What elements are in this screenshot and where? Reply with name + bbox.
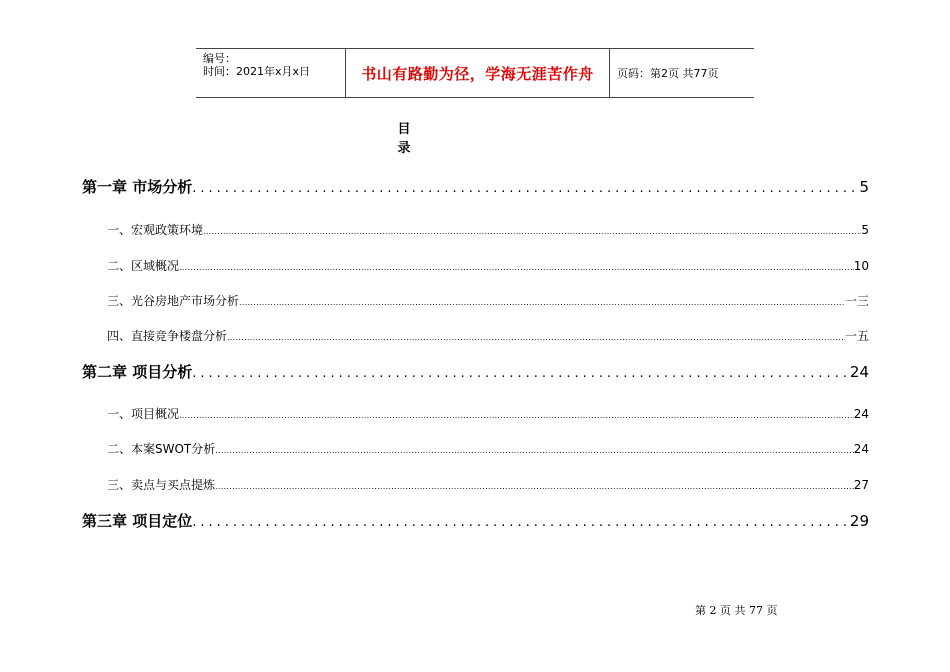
page-footer: 第 2 页 共 77 页 [695,604,778,617]
toc-chapter-2[interactable] [0,361,950,382]
toc-section-1-3[interactable] [0,292,950,309]
toc-leader-dots [192,515,850,530]
toc-chapter-3[interactable] [0,510,950,531]
toc-entry-page: 5 [861,223,869,237]
header-meta-cell [196,49,346,97]
document-header [196,48,754,98]
time-label: 时间：2021年x月x日 [203,65,311,78]
toc-leader-dots [179,263,854,272]
toc-entry-label: 三、光谷房地产市场分析 [107,294,240,308]
toc-entry-page: 10 [853,259,869,273]
toc-leader-dots [227,333,845,342]
toc-entry-page: 5 [859,178,869,196]
toc-entry-label: 一、项目概况 [107,407,180,421]
toc-entry-page: 一五 [844,329,869,343]
toc-entry-page: 24 [853,442,869,456]
toc-entry-page: 29 [849,512,869,530]
toc-entry-label: 二、本案SWOT分析 [107,442,216,456]
toc-chapter-1[interactable] [0,176,950,197]
toc-entry-page: 一三 [844,294,869,308]
toc-entry-page: 27 [853,478,869,492]
toc-leader-dots [239,298,845,307]
toc-leader-dots [192,181,859,196]
toc-entry-page: 24 [853,407,869,421]
toc-leader-dots [215,482,854,491]
toc-section-1-1[interactable] [0,221,950,238]
toc-leader-dots [192,366,850,381]
toc-section-2-3[interactable] [0,476,950,493]
toc-entry-label: 二、区域概况 [107,259,180,273]
toc-entry-label: 四、直接竞争楼盘分析 [107,329,228,343]
header-motto: 书山有路勤为径，学海无涯苦作舟 [346,49,610,97]
toc-entry-label: 第一章 市场分析 [82,178,193,196]
code-label: 编号： [203,52,236,65]
toc-leader-dots [179,411,854,420]
toc-entry-page: 24 [849,363,869,381]
toc-entry-label: 三、卖点与买点提炼 [107,478,216,492]
toc-leader-dots [203,227,861,236]
toc-entry-label: 第二章 项目分析 [82,363,193,381]
toc-entry-label: 第三章 项目定位 [82,512,193,530]
toc-section-2-1[interactable] [0,405,950,422]
toc-title: 目 录 [397,122,423,156]
toc-section-1-2[interactable] [0,257,950,274]
toc-section-1-4[interactable] [0,327,950,344]
toc-entry-label: 一、宏观政策环境 [107,223,204,237]
toc-leader-dots [215,446,853,455]
header-page-info: 页码：第2页 共77页 [617,67,719,80]
toc-section-2-2[interactable] [0,440,950,457]
